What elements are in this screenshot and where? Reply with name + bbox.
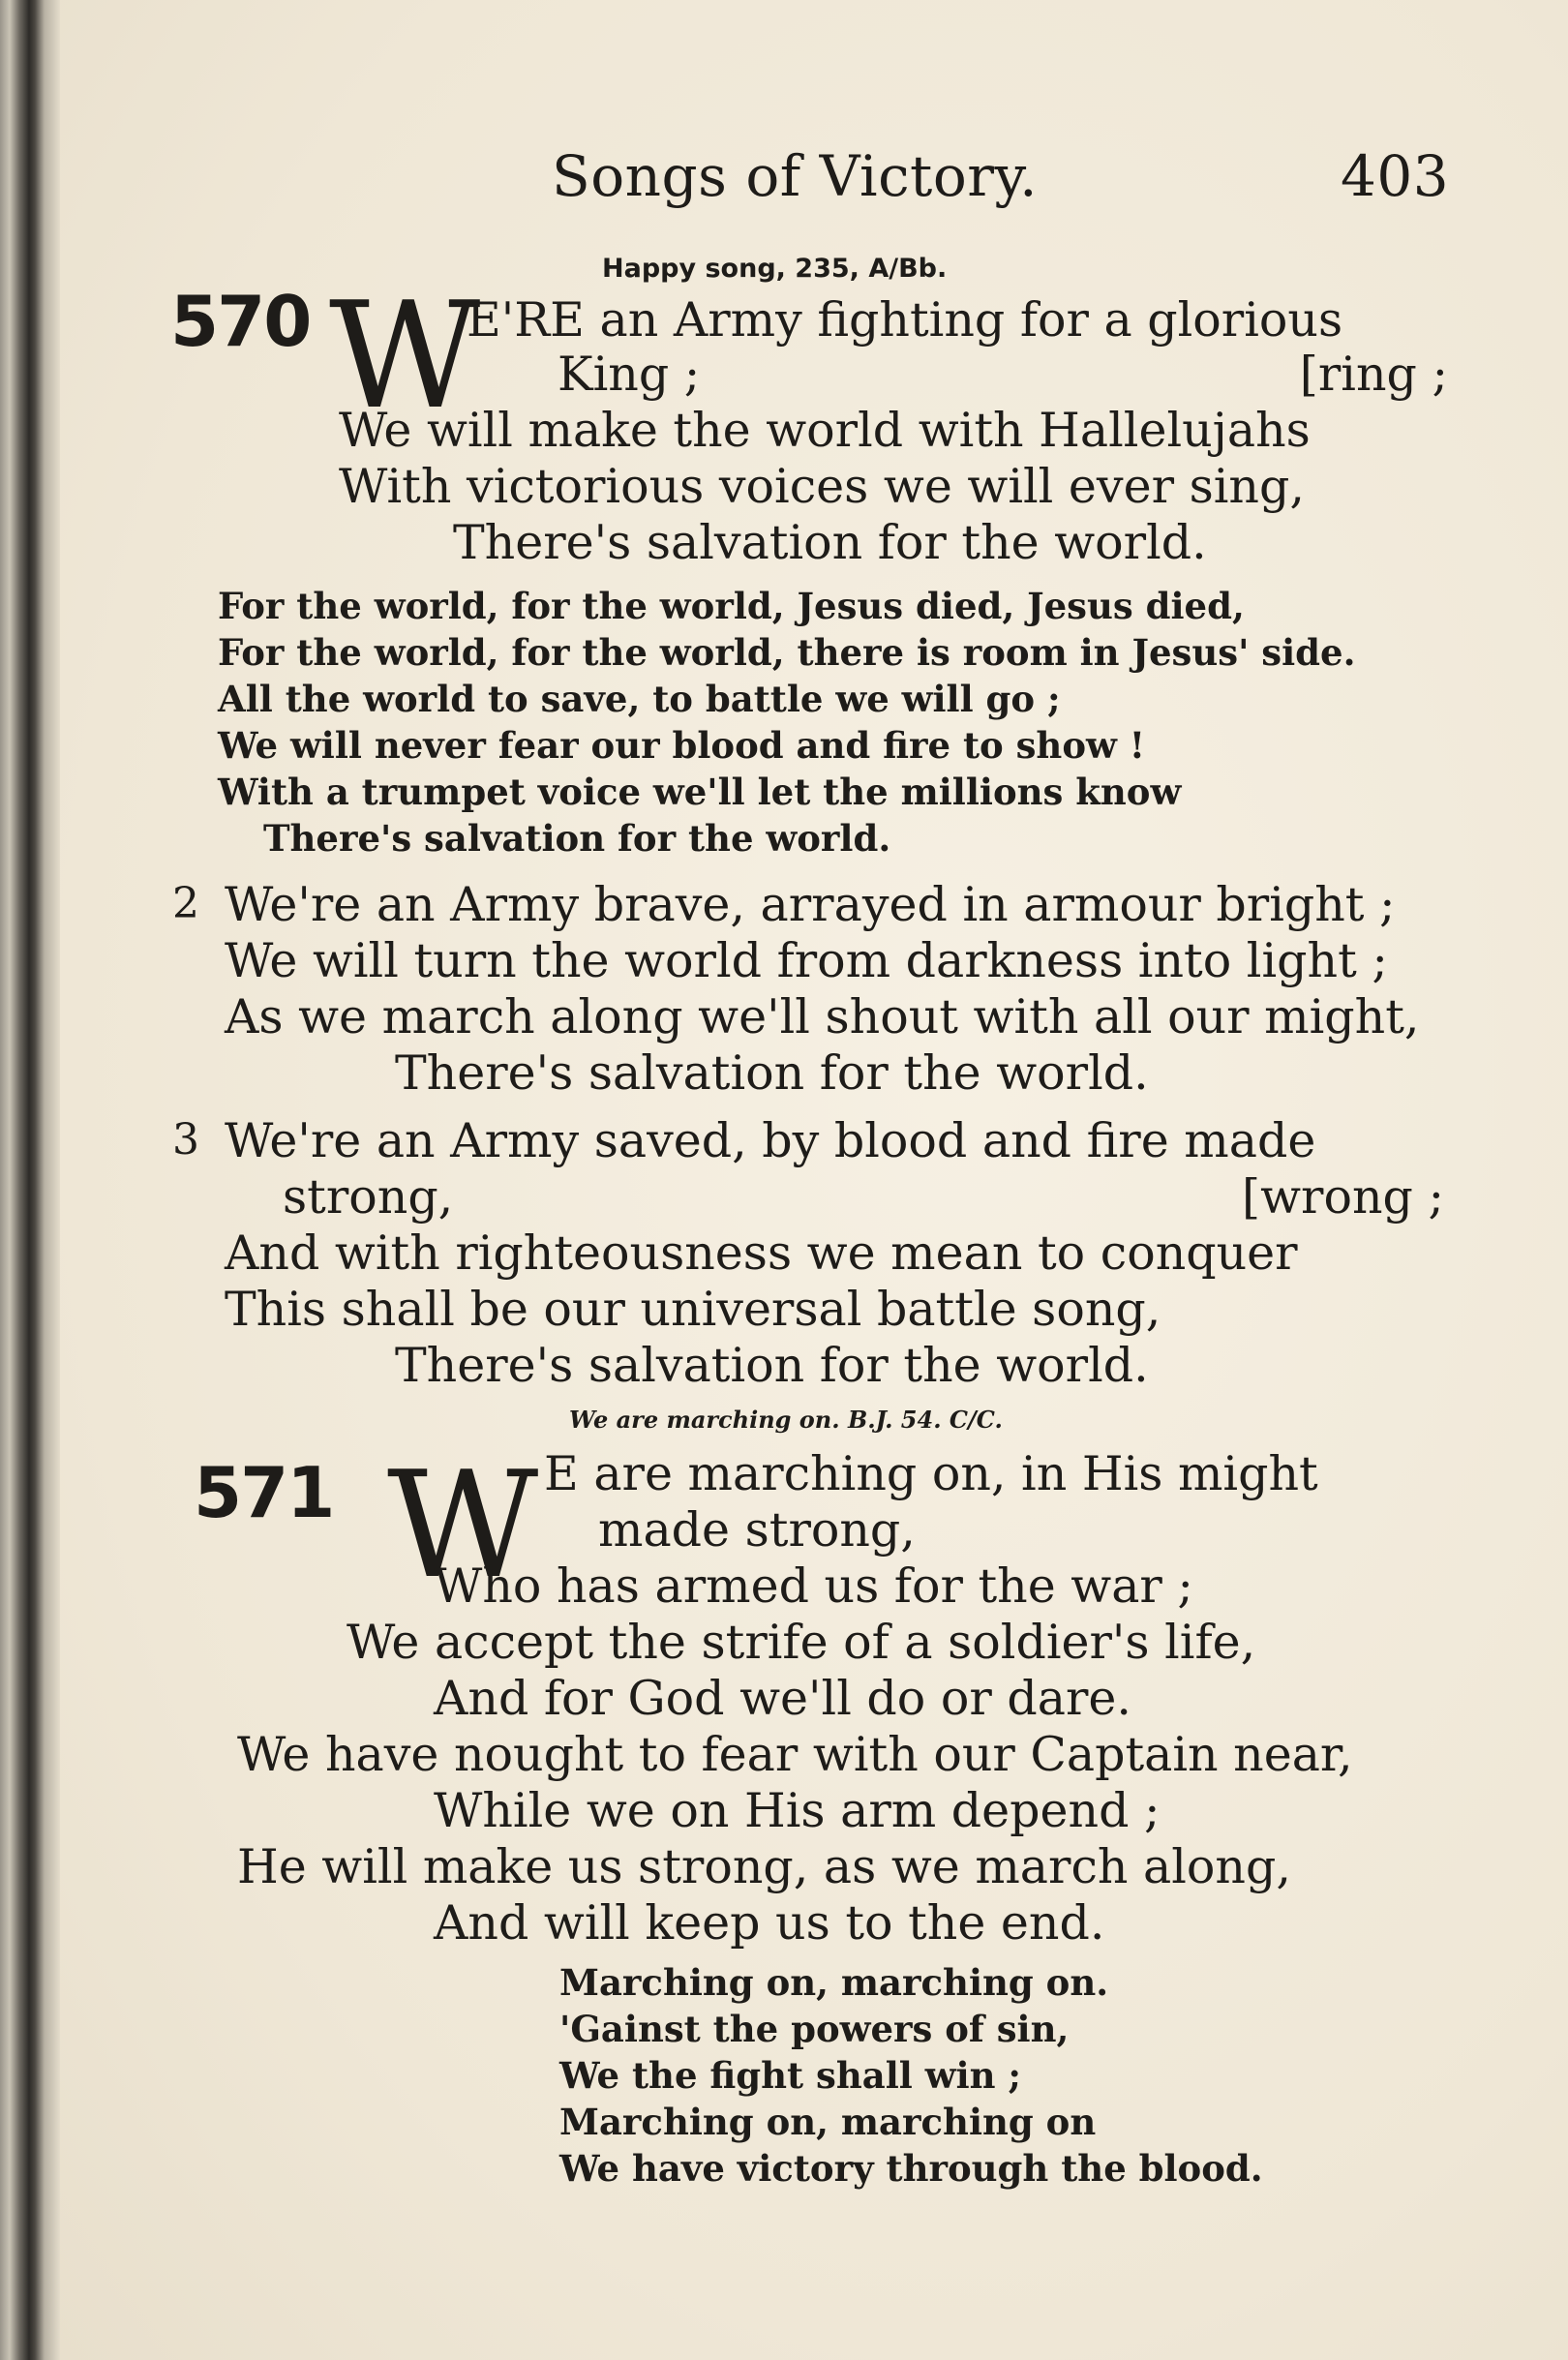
hymn-number-571: 571 [194,1452,334,1533]
chorus-line: Marching on, marching on [559,2101,1097,2143]
chorus-line: We have victory through the blood. [559,2147,1263,2190]
verse-line: There's salvation for the world. [395,1045,1149,1101]
verse-line: There's salvation for the world. [453,515,1207,570]
verse-line-carryover: [wrong ; [1242,1169,1444,1225]
verse-line: We're an Army saved, by blood and fire made [225,1113,1316,1168]
chorus-line: We the fight shall win ; [559,2054,1022,2097]
tune-reference-571: We are marching on. B.J. 54. C/C. [569,1406,1003,1434]
verse-line: And will keep us to the end. [434,1895,1105,1951]
chorus-line: We will never fear our blood and fire to show ! [218,724,1145,767]
verse-line: We have nought to fear with our Captain near, [237,1727,1353,1782]
verse-line: We're an Army brave, arrayed in armour bright ; [225,877,1396,932]
drop-cap-571: W [387,1439,539,1611]
verse-line: We accept the strife of a soldier's life, [347,1615,1256,1670]
book-spine [0,0,60,2360]
chorus-line: For the world, for the world, there is room in Jesus' side. [218,631,1356,674]
second-line-carryover: [ring ; [1299,347,1448,402]
running-header-title: Songs of Victory. [552,143,1039,209]
tune-reference-570: Happy song, 235, A/Bb. [602,254,948,284]
verse-line: And for God we'll do or dare. [434,1671,1131,1726]
chorus-line: 'Gainst the powers of sin, [559,2008,1070,2050]
chorus-line: All the world to save, to battle we will go ; [218,678,1061,720]
second-line-word: King ; [558,347,701,402]
hymn571-second-line: made strong, [598,1502,916,1558]
hymn571-first-line: E are marching on, in His might [544,1446,1318,1501]
verse-line: This shall be our universal battle song, [225,1282,1161,1337]
verse-line: We will make the world with Hallelujahs [339,403,1311,458]
verse-line: With victorious voices we will ever sing, [339,459,1305,514]
verse-line: As we march along we'll shout with all our might, [225,989,1420,1044]
chorus-line: With a trumpet voice we'll let the millions know [218,771,1182,813]
verse-line: While we on His arm depend ; [434,1783,1161,1838]
chorus-line: For the world, for the world, Jesus died, Jesus died, [218,585,1245,627]
hymn570-second-line [558,347,1448,402]
verse-line: We will turn the world from darkness into light ; [225,933,1388,988]
verse-line-word: strong, [283,1169,454,1225]
verse3-second-line [283,1169,1444,1225]
verse-number-2: 2 [172,879,199,928]
hymn570-first-line: E'RE an Army fighting for a glorious [467,292,1343,348]
verse-number-3: 3 [172,1115,199,1165]
chorus-line: There's salvation for the world. [263,817,891,860]
drop-cap-570: W [329,270,481,441]
verse-line: He will make us strong, as we march along, [237,1839,1291,1894]
verse-line: Who has armed us for the war ; [434,1558,1193,1614]
page-number: 403 [1341,143,1450,209]
chorus-line: Marching on, marching on. [559,1961,1109,2004]
verse-line: There's salvation for the world. [395,1338,1149,1393]
hymn-number-570: 570 [170,281,311,362]
verse-line: And with righteousness we mean to conquer [225,1225,1298,1281]
